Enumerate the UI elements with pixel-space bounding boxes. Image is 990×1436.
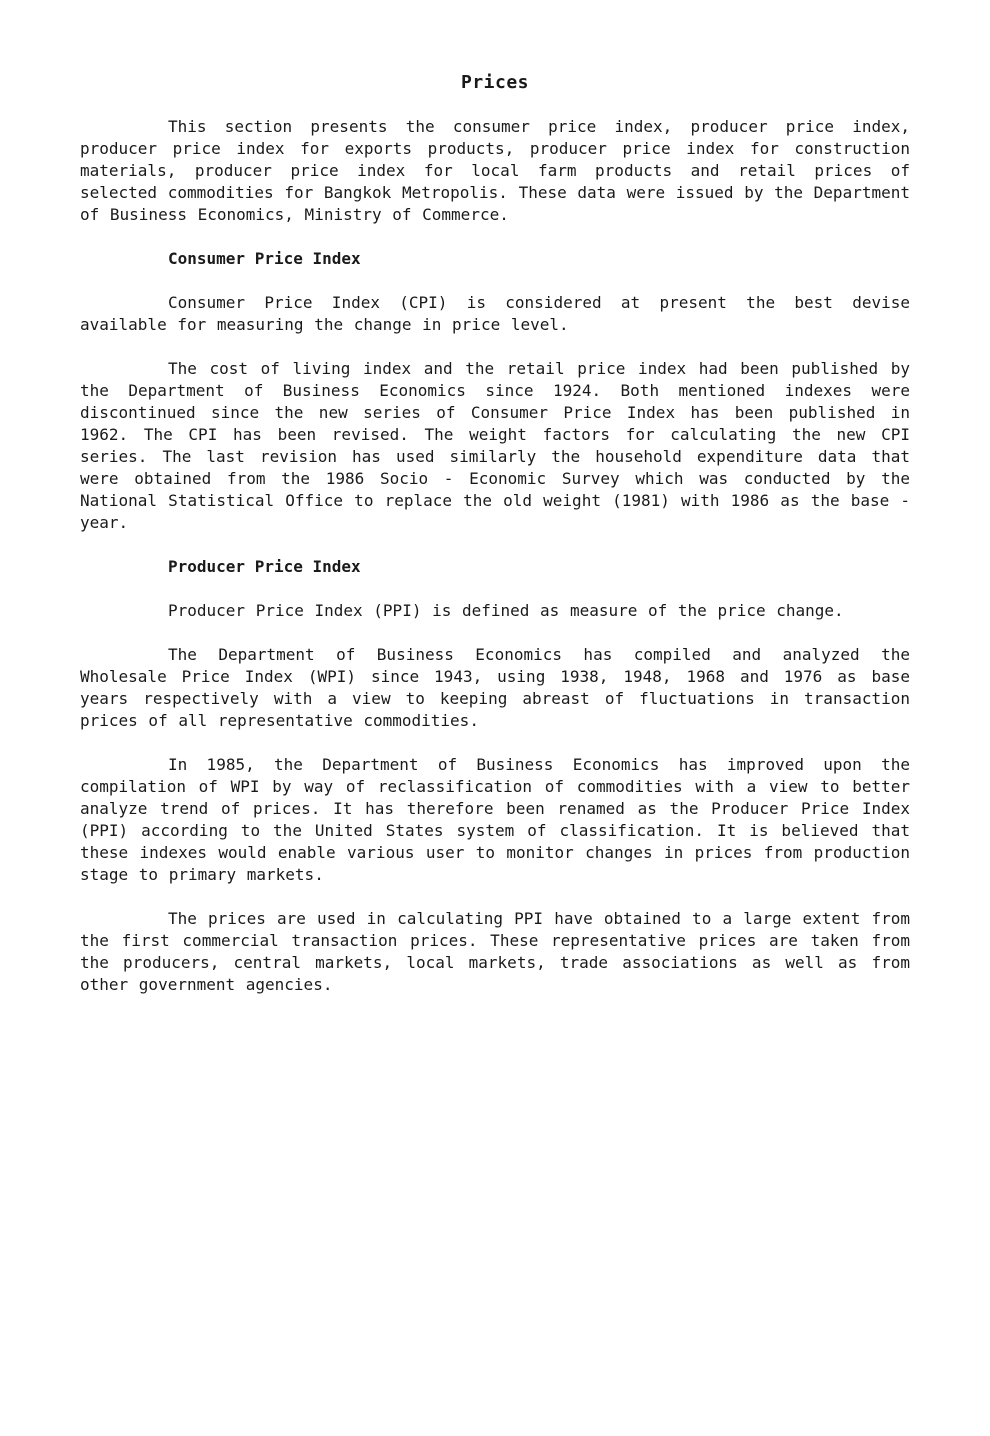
ppi-paragraph-4: The prices are used in calculating PPI have obtained to a large extent from the first commercial transaction prices. These representative prices are taken from the producers, central markets, local markets, trade associations as well as from other government agencies. [80, 909, 910, 994]
ppi-paragraph-1: Producer Price Index (PPI) is defined as measure of the price change. [168, 601, 844, 620]
page-title: Prices [460, 72, 530, 93]
intro-paragraph: This section presents the consumer price index, producer price index, producer price index for exports products, producer price index for construction materials, producer price index for local farm products and retail prices of selected commodities for Bangkok Metropolis. These data were issued by the Department of Business Economics, Ministry of Commerce. [80, 117, 910, 224]
ppi-paragraph-3: In 1985, the Department of Business Economics has improved upon the compilation of WPI by way of reclassification of commodities with a view to better analyze trend of prices. It has therefore been renamed as the Producer Price Index (PPI) according to the United States system of classification. It is believed that these indexes would enable various user to monitor changes in prices from production stage to primary markets. [80, 755, 910, 884]
cpi-paragraph-1: Consumer Price Index (CPI) is considered at present the best devise available for measuring the change in price level. [80, 293, 910, 334]
ppi-paragraph-2: The Department of Business Economics has compiled and analyzed the Wholesale Price Index (WPI) since 1943, using 1938, 1948, 1968 and 1976 as base years respectively with a view to keeping abreast of fluctuations in transaction prices of all representative commodities. [80, 645, 910, 730]
cpi-heading: Consumer Price Index [168, 249, 361, 268]
document-page [80, 72, 910, 1018]
cpi-paragraph-2: The cost of living index and the retail price index had been published by the Department of Business Economics since 1924. Both mentioned indexes were discontinued since the new series of Consumer Price Index has been published in 1962. The CPI has been revised. The weight factors for calculating the new CPI series. The last revision has used similarly the household expenditure data that were obtained from the 1986 Socio - Economic Survey which was conducted by the National Statistical Office to replace the old weight (1981) with 1986 as the base - year. [80, 359, 910, 532]
ppi-heading: Producer Price Index [168, 557, 361, 576]
